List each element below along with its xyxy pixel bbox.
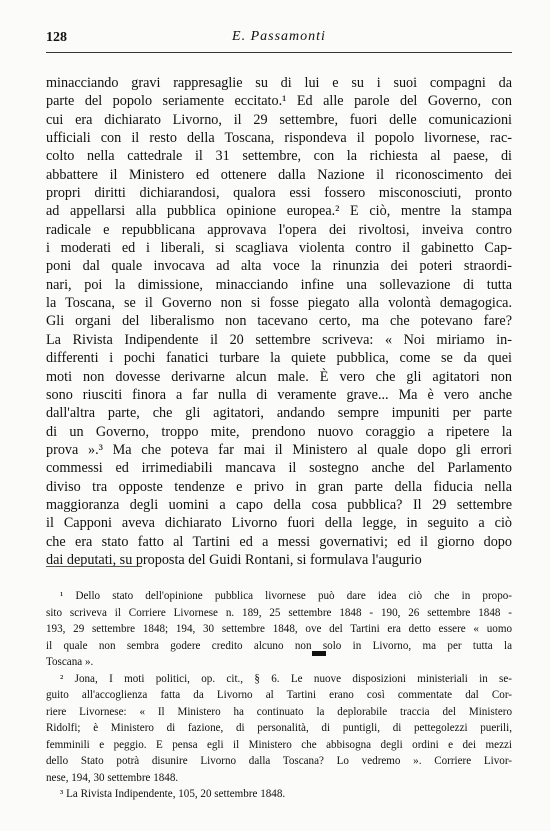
text-line: dall'altra parte, che gli agitatori, andando sempre impuniti per parte [46,405,512,422]
text-line: maggioranza degli uomini a capo della cosa pubblica? Il 29 settembre [46,496,512,513]
text-line: colto nella cattedrale il 31 settembre, con la richiesta al paese, di [46,148,512,165]
printer-mark [312,651,326,656]
text-line: La Rivista Indipendente il 20 settembre scriveva: « Noi miriamo in- [46,331,512,348]
footnote-line: nese, 194, 30 settembre 1848. [46,771,179,784]
footnote-line: femminili e peggio. E pensa egli il Ministero che abbisogna degli ordini e dei mezzi [46,738,512,751]
header-rule [46,52,512,53]
footnote-line: ³ La Rivista Indipendente, 105, 20 settembre 1848. [60,788,286,800]
text-line: ad appellarsi alla pubblica opinione europea.² E ciò, mentre la stampa [46,203,512,220]
footnote-line: Toscana ». [46,656,94,668]
footnote-separator [46,566,142,567]
footnote-line: ² Jona, I moti politici, op. cit., § 6. Le nuove disposizioni ministeriali in se- [60,672,512,685]
text-line: poni dal quale invocava ad alta voce la rinunzia dei poteri straordi- [46,258,512,275]
text-line: parte del popolo seriamente eccitato.¹ Ed alle parole del Governo, con [46,93,512,110]
text-line: la Toscana, se il Governo non si fosse piegato alla volontà demagogica. [46,295,512,312]
text-line: abbattere il Ministero ed ottenere dalla Nazione il riconoscimento dei [46,166,512,183]
page-number: 128 [46,30,67,45]
footnote-line: ¹ Dello stato dell'opinione pubblica livornese può dare idea ciò che in propo- [60,590,512,602]
text-line: propri diritti dichiarandosi, qualora essi fossero misconosciuti, pronto [46,185,512,202]
text-line: sono riusciti finora a far nulla di veramente grave... Ma è vero anche [46,386,512,403]
footnote-line: Ridolfi; è Ministero di fazione, di personalità, di puntigli, di pettegolezzi puerili, [46,722,512,734]
text-line: i moderati ed i liberali, si scagliava violenta contro il gabinetto Cap- [46,240,512,257]
text-line: dai deputati, su proposta del Guidi Rontani, si formulava l'augurio [46,551,422,568]
running-header [46,28,512,50]
text-line: cui era dichiarato Livorno, il 29 settembre, fuori delle comunicazioni [46,111,512,128]
text-line: minacciando gravi rappresaglie su di lui e su i suoi compagni da [46,75,512,91]
footnotes [46,588,512,803]
text-line: che era stato fatto al Tartini ed a messi governativi; ed il giorno dopo [46,533,512,550]
main-text [46,74,512,569]
running-title: E. Passamonti [232,29,326,44]
text-line: Gli organi del liberalismo non tacevano certo, ma che potevano fare? [46,313,512,330]
text-line: il Capponi aveva dichiarato Livorno fuori della legge, in seguito a ciò [46,515,512,532]
text-line: commessi ed irrimediabili mancava il sostegno anche del Parlamento [46,460,512,477]
text-line: radicale e repubblicana approvava l'opera dei rivoltosi, inveiva contro [46,221,512,238]
footnote-line: il quale non sembra godere credito alcuno non solo in Livorno, ma per tutta la [46,639,512,652]
footnote-line: sito scriveva il Corriere Livornese n. 189, 25 settembre 1848 - 190, 26 settembre 1848 - [46,606,512,619]
footnote-line: riere Livornese: « Il Ministero ha continuato la deplorabile traccia del Ministero [46,705,512,718]
text-line: diviso tra opposte tendenze e privo in gran parte della fiducia nella [46,478,512,495]
text-line: ufficiali con il resto della Toscana, rispondeva il popolo livornese, rac- [46,130,512,147]
text-line: differenti i pochi fanatici turbare la quiete pubblica, come se da quei [46,350,512,367]
footnote-line: guito all'accoglienza fatta da Livorno al Tartini erano così commentate dal Cor- [46,689,512,701]
text-line: nari, poi la dimissione, minacciando infine una sollevazione di tutta [46,276,512,293]
text-line: prova ».³ Ma che poteva far mai il Ministero al quale dopo gli errori [46,441,512,458]
text-line: di un Governo, troppo mite, prendono nuovo coraggio a ripetere la [46,423,512,440]
footnote-line: 193, 29 settembre 1848; 194, 30 settembre 1848, ove del Tartini era detto essere « uomo [46,623,512,635]
footnote-line: dello Stato potrà disunire Livorno dalla Toscana? Lo vedremo ». Corriere Livor- [46,755,512,767]
text-line: moti non dovesse derivarne alcun male. È vero che gli agitatori non [46,368,512,385]
